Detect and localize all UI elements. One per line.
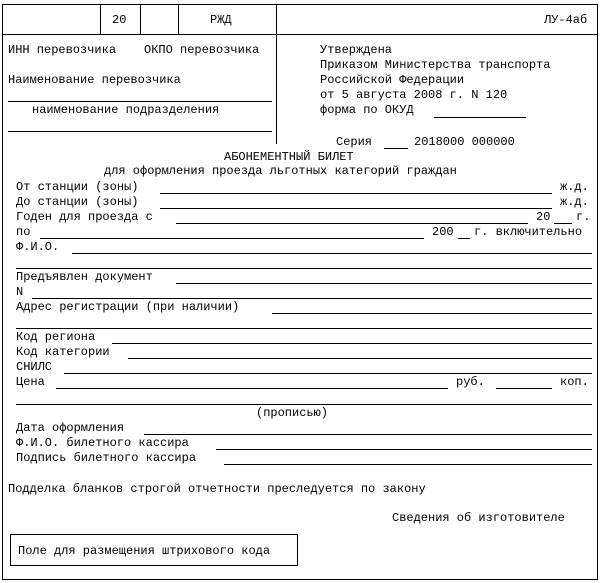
address-line-2 [16, 328, 592, 329]
fio-label: Ф.И.О. [16, 240, 60, 254]
header-divider-2 [140, 4, 141, 34]
barcode-field [10, 534, 298, 566]
cashier-signature-label: Подпись билетного кассира [16, 451, 197, 465]
from-station-label: От станции (зоны) [16, 180, 139, 194]
valid-from-line [176, 223, 528, 224]
valid-to-year-line [458, 238, 470, 239]
form-code: ЛУ-4аб [544, 13, 588, 27]
approval-line-2: Приказом Министерства транспорта [320, 58, 551, 72]
okud-label: форма по ОКУД [320, 103, 414, 117]
to-station-line [160, 208, 552, 209]
header-divider-4 [276, 4, 277, 144]
series-blank [384, 148, 408, 149]
ticket-subtitle: для оформления проезда льготных категорий граждан [104, 164, 457, 178]
valid-to-line [40, 238, 424, 239]
valid-to-year: 200 [432, 225, 454, 239]
address-line [272, 313, 592, 314]
document-line [176, 283, 592, 284]
approval-line-4: от 5 августа 2008 г. N 120 [320, 88, 508, 102]
valid-from-label: Годен для проезда с [16, 210, 153, 224]
carrier-name-label: Наименование перевозчика [8, 73, 181, 87]
barcode-field-label: Поле для размещения штрихового кода [18, 544, 271, 558]
header-cell-rzd: РЖД [210, 13, 232, 27]
price-words-line [16, 404, 592, 405]
region-code-line [112, 343, 592, 344]
price-in-words: (прописью) [256, 406, 329, 420]
cashier-name-line [216, 449, 592, 450]
header-cell-number: 20 [112, 13, 127, 27]
to-station-rail: ж.д. [560, 195, 589, 209]
inn-label: ИНН перевозчика [8, 43, 117, 57]
approval-line-1: Утверждена [320, 43, 393, 57]
subdivision-label: наименование подразделения [32, 103, 220, 117]
okud-line [434, 117, 526, 118]
valid-from-year: 20 [536, 210, 551, 224]
cashier-signature-line [224, 464, 592, 465]
valid-from-year-suffix: г. [576, 210, 591, 224]
valid-from-year-line [554, 223, 572, 224]
category-code-label: Код категории [16, 345, 110, 359]
subdivision-line [8, 131, 272, 132]
valid-to-inclusive: г. включительно [474, 225, 583, 239]
issue-date-line [144, 434, 592, 435]
document-label: Предъявлен документ [16, 270, 153, 284]
document-number-line [32, 298, 592, 299]
carrier-name-line [8, 101, 272, 102]
address-label: Адрес регистрации (при наличии) [16, 300, 240, 314]
header-divider-1 [100, 4, 101, 34]
category-code-line [128, 358, 592, 359]
approval-line-3: Российской Федерации [320, 73, 465, 87]
to-station-label: До станции (зоны) [16, 195, 139, 209]
valid-to-label: по [16, 225, 31, 239]
forgery-warning: Подделка бланков строгой отчетности преследуется по закону [8, 482, 426, 496]
cashier-name-label: Ф.И.О. билетного кассира [16, 436, 189, 450]
region-code-label: Код региона [16, 330, 96, 344]
price-rub: руб. [456, 375, 485, 389]
header-bottom-line [2, 34, 598, 35]
manufacturer-info: Сведения об изготовителе [392, 511, 565, 525]
from-station-rail: ж.д. [560, 180, 589, 194]
header-divider-3 [178, 4, 179, 34]
price-line [56, 388, 448, 389]
fio-line-2 [16, 268, 592, 269]
price-kop-line [496, 388, 552, 389]
snils-line [64, 373, 592, 374]
okpo-label: ОКПО перевозчика [144, 43, 260, 57]
document-number-label: N [16, 285, 24, 299]
ticket-title: АБОНЕМЕНТНЫЙ БИЛЕТ [224, 150, 354, 164]
from-station-line [160, 193, 552, 194]
price-label: Цена [16, 375, 45, 389]
issue-date-label: Дата оформления [16, 421, 125, 435]
series-label: Серия [336, 135, 373, 149]
fio-line [72, 253, 592, 254]
price-kop: коп. [560, 375, 589, 389]
snils-label: СНИЛС [16, 360, 53, 374]
series-number: 2018000 000000 [414, 135, 515, 149]
